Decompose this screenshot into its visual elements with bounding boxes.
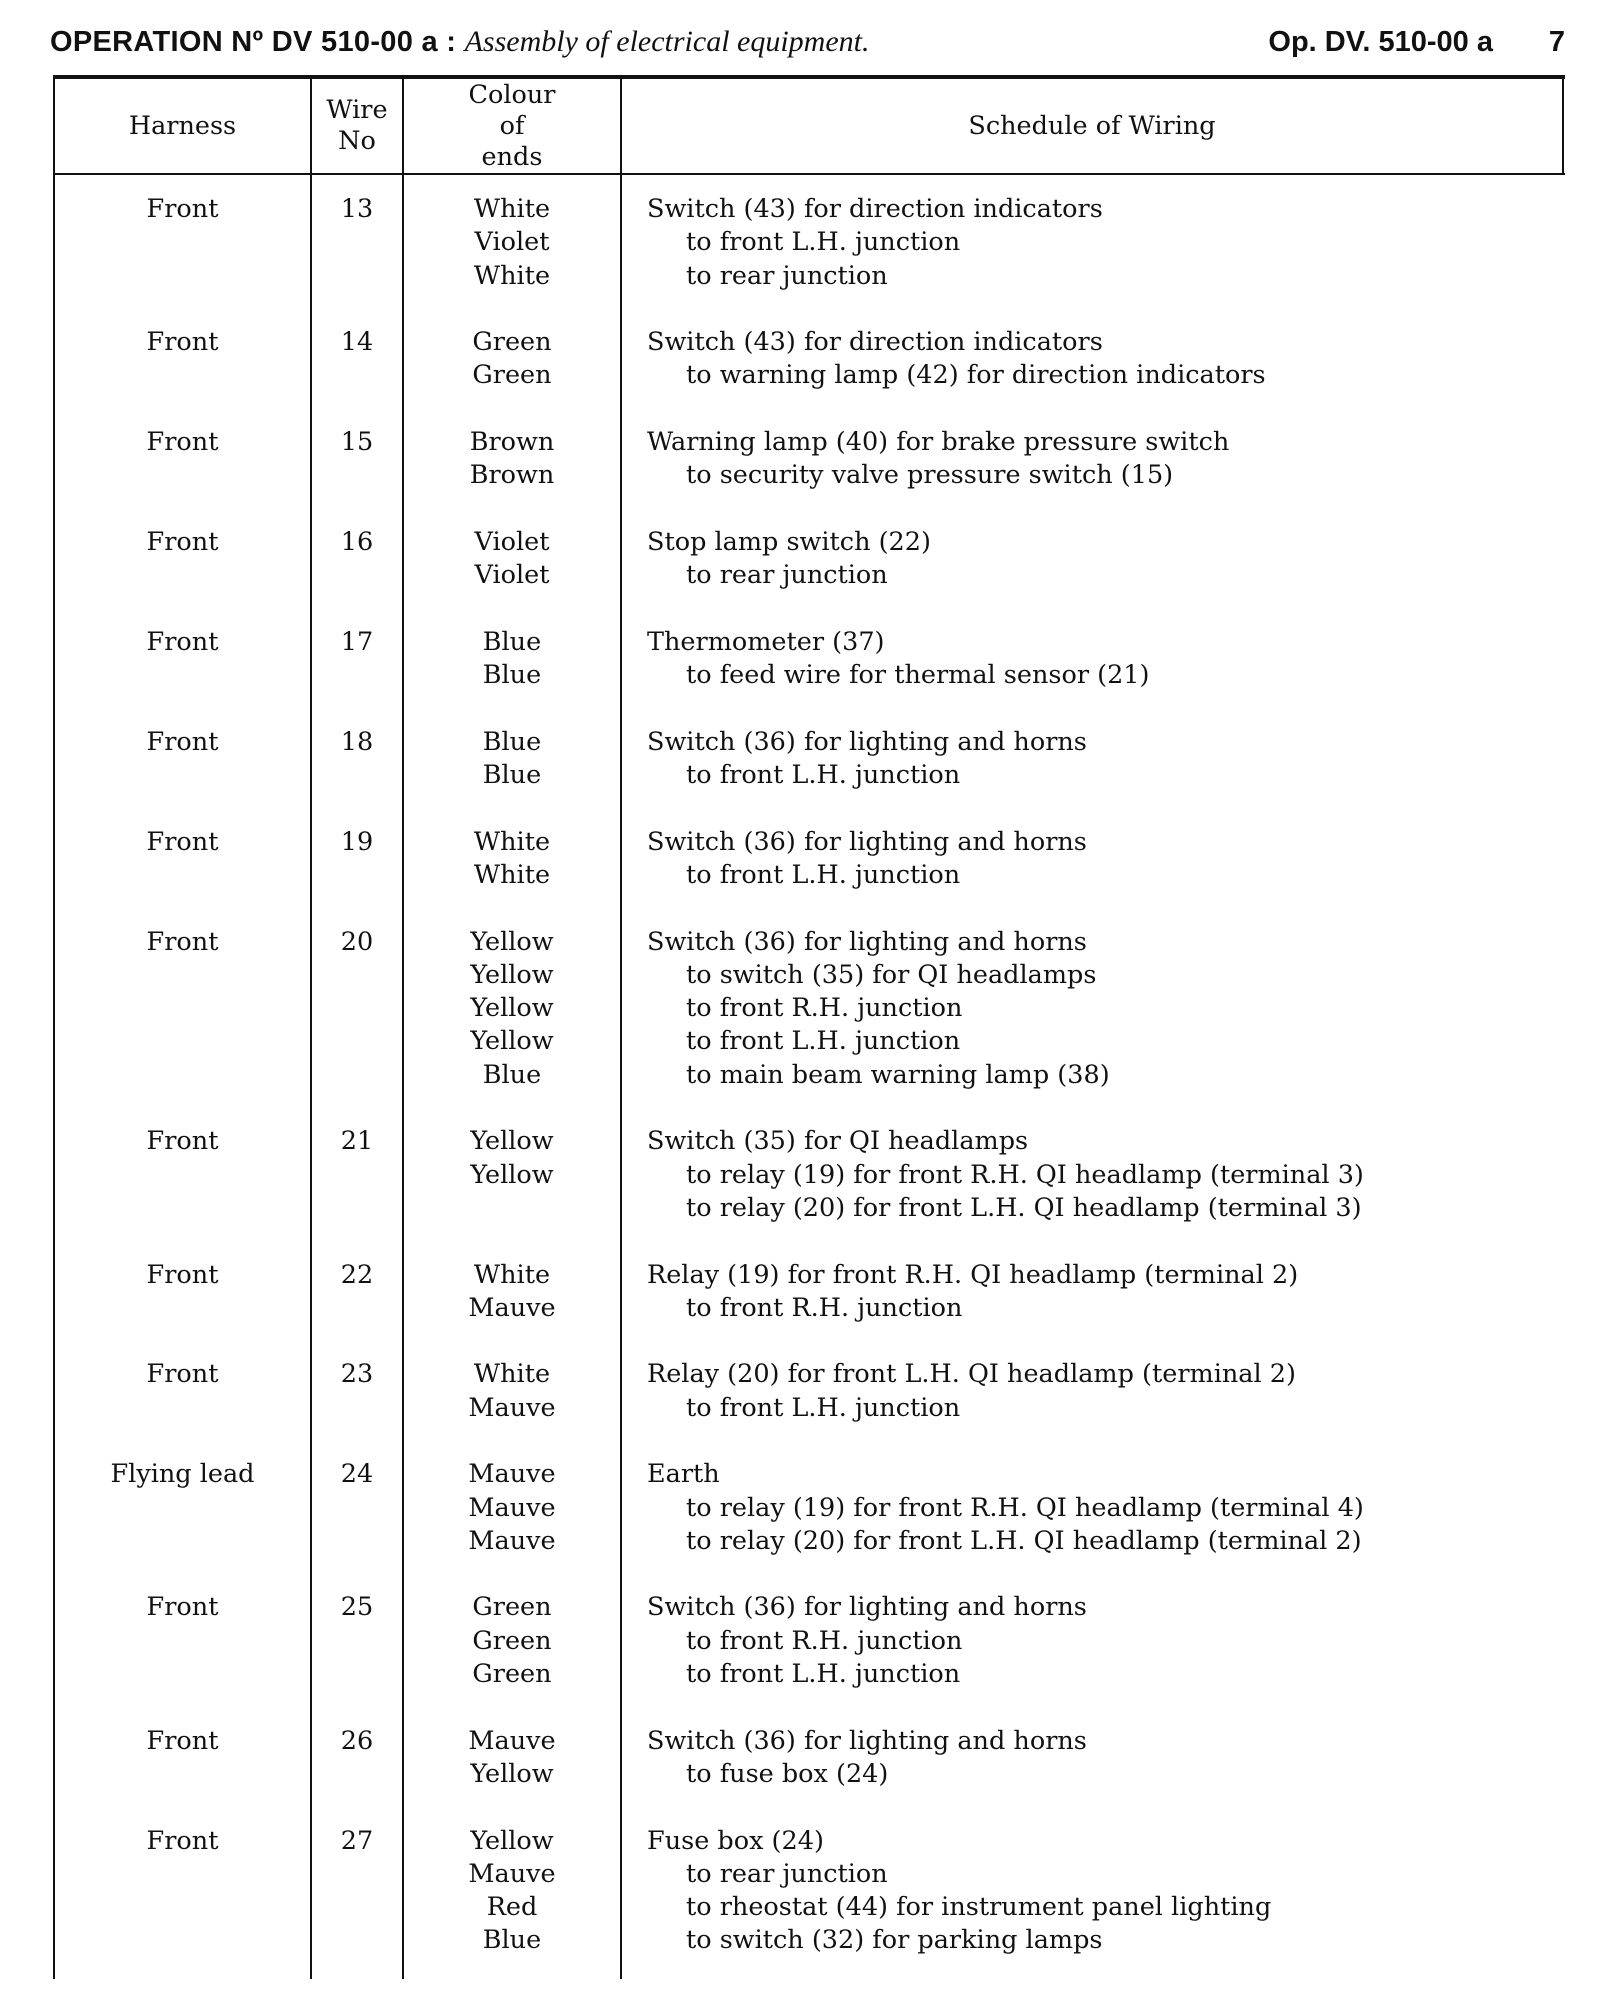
colour-value: White — [473, 260, 551, 291]
schedule-destination: to rear junction — [686, 1858, 888, 1889]
harness-value: Front — [146, 1126, 219, 1157]
colour-value: Mauve — [468, 1525, 556, 1556]
table-row — [53, 726, 1565, 826]
wire-number-cell — [312, 726, 402, 759]
schedule-destination: to main beam warning lamp (38) — [686, 1059, 1110, 1090]
colour-value: White — [473, 826, 551, 857]
wire-number-cell — [312, 1725, 402, 1758]
harness-value: Front — [146, 327, 219, 358]
colour-cell — [404, 526, 620, 593]
operation-label: OPERATION Nº DV 510-00 a : — [50, 26, 457, 58]
colour-value: Violet — [474, 227, 550, 258]
wire-number-value: 21 — [340, 1126, 374, 1157]
harness-cell — [55, 1458, 310, 1491]
colour-value: White — [473, 1259, 551, 1290]
colour-value: Violet — [474, 526, 550, 557]
column-header-colour-label: Colour — [468, 79, 556, 110]
wire-number-value: 15 — [340, 427, 374, 458]
table-header-rule — [53, 173, 1565, 175]
wire-number-cell — [312, 426, 402, 459]
colour-value: Blue — [482, 760, 542, 791]
wire-number-value: 23 — [340, 1359, 374, 1390]
harness-cell — [55, 1125, 310, 1158]
operation-title: Assembly of electrical equipment. — [464, 25, 870, 58]
schedule-destination: to relay (20) for front L.H. QI headlamp (terminal 3) — [686, 1192, 1362, 1223]
table-row — [53, 1725, 1565, 1825]
table-row — [53, 1358, 1565, 1458]
harness-cell — [55, 326, 310, 359]
colour-value: Blue — [482, 1059, 542, 1090]
wire-number-value: 13 — [340, 194, 374, 224]
colour-value: White — [473, 194, 551, 224]
colour-value: Yellow — [470, 1159, 554, 1190]
wire-number-value: 14 — [340, 327, 374, 358]
table-row — [53, 626, 1565, 726]
harness-value: Front — [146, 1725, 219, 1756]
colour-value: Brown — [469, 460, 555, 491]
schedule-destination: to security valve pressure switch (15) — [686, 460, 1174, 491]
colour-value: Yellow — [470, 959, 554, 990]
colour-cell — [404, 826, 620, 893]
harness-cell — [55, 626, 310, 659]
schedule-destination: to front R.H. junction — [686, 1625, 963, 1656]
schedule-destination: to front R.H. junction — [686, 1292, 963, 1323]
harness-cell — [55, 726, 310, 759]
wire-number-value: 16 — [340, 526, 374, 557]
column-header-wire-label: Wire — [326, 95, 388, 125]
colour-cell — [404, 1259, 620, 1326]
schedule-source: Warning lamp (40) for brake pressure switch — [647, 427, 1230, 458]
colour-cell — [404, 426, 620, 493]
colour-value: Mauve — [468, 1292, 556, 1323]
colour-value: White — [473, 1359, 551, 1390]
operation-reference: Op. DV. 510-00 a — [1268, 26, 1493, 58]
schedule-cell — [647, 1358, 1562, 1425]
colour-value: Blue — [482, 1925, 542, 1956]
schedule-destination: to switch (35) for QI headlamps — [686, 959, 1097, 990]
column-header-ends-label: ends — [481, 141, 543, 172]
table-row — [53, 1125, 1565, 1258]
harness-value: Front — [146, 626, 219, 657]
colour-value: Yellow — [470, 1126, 554, 1157]
wire-number-value: 27 — [340, 1825, 374, 1856]
colour-value: Mauve — [468, 1459, 556, 1490]
wire-number-cell — [312, 626, 402, 659]
schedule-destination: to rear junction — [686, 260, 888, 291]
harness-cell — [55, 1591, 310, 1624]
table-row — [53, 926, 1565, 1126]
harness-value: Front — [146, 427, 219, 458]
colour-value: Yellow — [470, 1758, 554, 1789]
harness-value: Front — [146, 1592, 219, 1623]
schedule-destination: to rear junction — [686, 560, 888, 591]
harness-value: Front — [146, 1825, 219, 1856]
colour-value: Mauve — [468, 1725, 556, 1756]
wiring-table — [53, 75, 1565, 1979]
harness-value: Front — [146, 726, 219, 757]
harness-cell — [55, 1725, 310, 1758]
schedule-source: Switch (43) for direction indicators — [647, 327, 1103, 358]
wire-number-value: 26 — [340, 1725, 374, 1756]
wire-number-value: 19 — [340, 826, 374, 857]
colour-value: Blue — [482, 626, 542, 657]
table-row — [53, 1259, 1565, 1359]
colour-cell — [404, 1725, 620, 1792]
wire-number-value: 24 — [340, 1459, 374, 1490]
schedule-source: Stop lamp switch (22) — [647, 526, 931, 557]
table-row — [53, 526, 1565, 626]
harness-cell — [55, 526, 310, 559]
wire-number-cell — [312, 1259, 402, 1292]
schedule-destination: to front L.H. junction — [686, 1026, 961, 1057]
colour-value: Yellow — [470, 926, 554, 957]
colour-value: Violet — [474, 560, 550, 591]
colour-value: Green — [472, 327, 552, 358]
colour-cell — [404, 1825, 620, 1958]
harness-value: Front — [146, 526, 219, 557]
schedule-cell — [647, 626, 1562, 693]
column-header-harness — [55, 79, 310, 173]
column-divider — [1562, 77, 1564, 173]
schedule-source: Relay (19) for front R.H. QI headlamp (terminal 2) — [647, 1259, 1299, 1290]
harness-cell — [55, 926, 310, 959]
schedule-source: Switch (35) for QI headlamps — [647, 1126, 1029, 1157]
wire-number-value: 22 — [340, 1259, 374, 1290]
harness-value: Front — [146, 1259, 219, 1290]
harness-value: Front — [146, 826, 219, 857]
colour-cell — [404, 626, 620, 693]
column-header-wire-no — [312, 79, 402, 173]
schedule-cell — [647, 1725, 1562, 1792]
wire-number-value: 25 — [340, 1592, 374, 1623]
wire-number-cell — [312, 926, 402, 959]
colour-value: Mauve — [468, 1492, 556, 1523]
schedule-source: Thermometer (37) — [647, 626, 885, 657]
column-header-of-label: of — [499, 110, 525, 141]
schedule-destination: to warning lamp (42) for direction indicators — [686, 360, 1266, 391]
table-row — [53, 1825, 1565, 1991]
harness-value: Flying lead — [110, 1459, 255, 1490]
schedule-destination: to relay (20) for front L.H. QI headlamp (terminal 2) — [686, 1525, 1362, 1556]
column-header-schedule-label: Schedule of Wiring — [968, 110, 1216, 141]
schedule-cell — [647, 1591, 1562, 1691]
wire-number-cell — [312, 526, 402, 559]
schedule-destination: to front L.H. junction — [686, 760, 961, 791]
column-header-colour-of-ends — [404, 79, 620, 173]
colour-cell — [404, 326, 620, 393]
harness-value: Front — [146, 926, 219, 957]
wire-number-value: 20 — [340, 926, 374, 957]
table-body — [53, 193, 1565, 1991]
colour-value: Yellow — [470, 1825, 554, 1856]
colour-value: Green — [472, 1625, 552, 1656]
wire-number-value: 17 — [340, 626, 374, 657]
schedule-source: Relay (20) for front L.H. QI headlamp (terminal 2) — [647, 1359, 1296, 1390]
table-row — [53, 826, 1565, 926]
schedule-cell — [647, 526, 1562, 593]
wire-number-cell — [312, 326, 402, 359]
colour-value: Brown — [469, 427, 555, 458]
schedule-cell — [647, 726, 1562, 793]
schedule-cell — [647, 826, 1562, 893]
wire-number-cell — [312, 1825, 402, 1858]
colour-cell — [404, 726, 620, 793]
schedule-destination: to switch (32) for parking lamps — [686, 1925, 1103, 1956]
schedule-cell — [647, 1458, 1562, 1558]
wire-number-cell — [312, 826, 402, 859]
harness-value: Front — [146, 194, 219, 224]
column-header-no-label: No — [338, 126, 376, 156]
schedule-source: Switch (36) for lighting and horns — [647, 1592, 1087, 1623]
schedule-destination: to relay (19) for front R.H. QI headlamp (terminal 4) — [686, 1492, 1364, 1523]
colour-value: Green — [472, 1592, 552, 1623]
schedule-destination: to front L.H. junction — [686, 1659, 961, 1690]
colour-cell — [404, 1358, 620, 1425]
harness-cell — [55, 1358, 310, 1391]
colour-cell — [404, 926, 620, 1092]
colour-value: Mauve — [468, 1858, 556, 1889]
wire-number-cell — [312, 193, 402, 226]
harness-cell — [55, 1259, 310, 1292]
colour-cell — [404, 193, 620, 293]
harness-cell — [55, 193, 310, 226]
table-row — [53, 1591, 1565, 1724]
schedule-source: Switch (36) for lighting and horns — [647, 826, 1087, 857]
column-header-harness-label: Harness — [128, 110, 237, 141]
schedule-destination: to front R.H. junction — [686, 993, 963, 1024]
schedule-cell — [647, 1259, 1562, 1326]
schedule-source: Switch (36) for lighting and horns — [647, 1725, 1087, 1756]
schedule-cell — [647, 326, 1562, 393]
colour-value: Red — [486, 1892, 538, 1923]
table-row — [53, 326, 1565, 426]
schedule-cell — [647, 426, 1562, 493]
schedule-cell — [647, 1125, 1562, 1225]
colour-value: Green — [472, 1659, 552, 1690]
schedule-source: Fuse box (24) — [647, 1825, 824, 1856]
colour-value: Yellow — [470, 1026, 554, 1057]
page-number: 7 — [1548, 26, 1565, 58]
harness-value: Front — [146, 1359, 219, 1390]
colour-value: Mauve — [468, 1392, 556, 1423]
harness-cell — [55, 1825, 310, 1858]
colour-cell — [404, 1591, 620, 1691]
colour-cell — [404, 1125, 620, 1192]
schedule-destination: to rheostat (44) for instrument panel lighting — [686, 1892, 1272, 1923]
schedule-source: Switch (36) for lighting and horns — [647, 926, 1087, 957]
schedule-cell — [647, 1825, 1562, 1958]
colour-value: Green — [472, 360, 552, 391]
wire-number-cell — [312, 1591, 402, 1624]
harness-cell — [55, 426, 310, 459]
schedule-cell — [647, 193, 1562, 293]
wire-number-cell — [312, 1458, 402, 1491]
schedule-source: Switch (36) for lighting and horns — [647, 726, 1087, 757]
table-row — [53, 193, 1565, 326]
operation-heading — [50, 22, 870, 62]
schedule-destination: to front L.H. junction — [686, 859, 961, 890]
colour-cell — [404, 1458, 620, 1558]
colour-value: Yellow — [470, 993, 554, 1024]
colour-value: Blue — [482, 660, 542, 691]
page-header — [50, 22, 1565, 62]
schedule-source: Switch (43) for direction indicators — [647, 194, 1103, 224]
schedule-destination: to feed wire for thermal sensor (21) — [686, 660, 1150, 691]
table-row — [53, 426, 1565, 526]
wire-number-cell — [312, 1358, 402, 1391]
harness-cell — [55, 826, 310, 859]
column-header-schedule — [622, 79, 1562, 173]
schedule-destination: to front L.H. junction — [686, 1392, 961, 1423]
wire-number-value: 18 — [340, 726, 374, 757]
schedule-cell — [647, 926, 1562, 1092]
colour-value: Blue — [482, 726, 542, 757]
schedule-destination: to front L.H. junction — [686, 227, 961, 258]
colour-value: White — [473, 859, 551, 890]
table-row — [53, 1458, 1565, 1591]
schedule-source: Earth — [647, 1459, 720, 1490]
schedule-destination: to fuse box (24) — [686, 1758, 889, 1789]
schedule-destination: to relay (19) for front R.H. QI headlamp (terminal 3) — [686, 1159, 1364, 1190]
wire-number-cell — [312, 1125, 402, 1158]
